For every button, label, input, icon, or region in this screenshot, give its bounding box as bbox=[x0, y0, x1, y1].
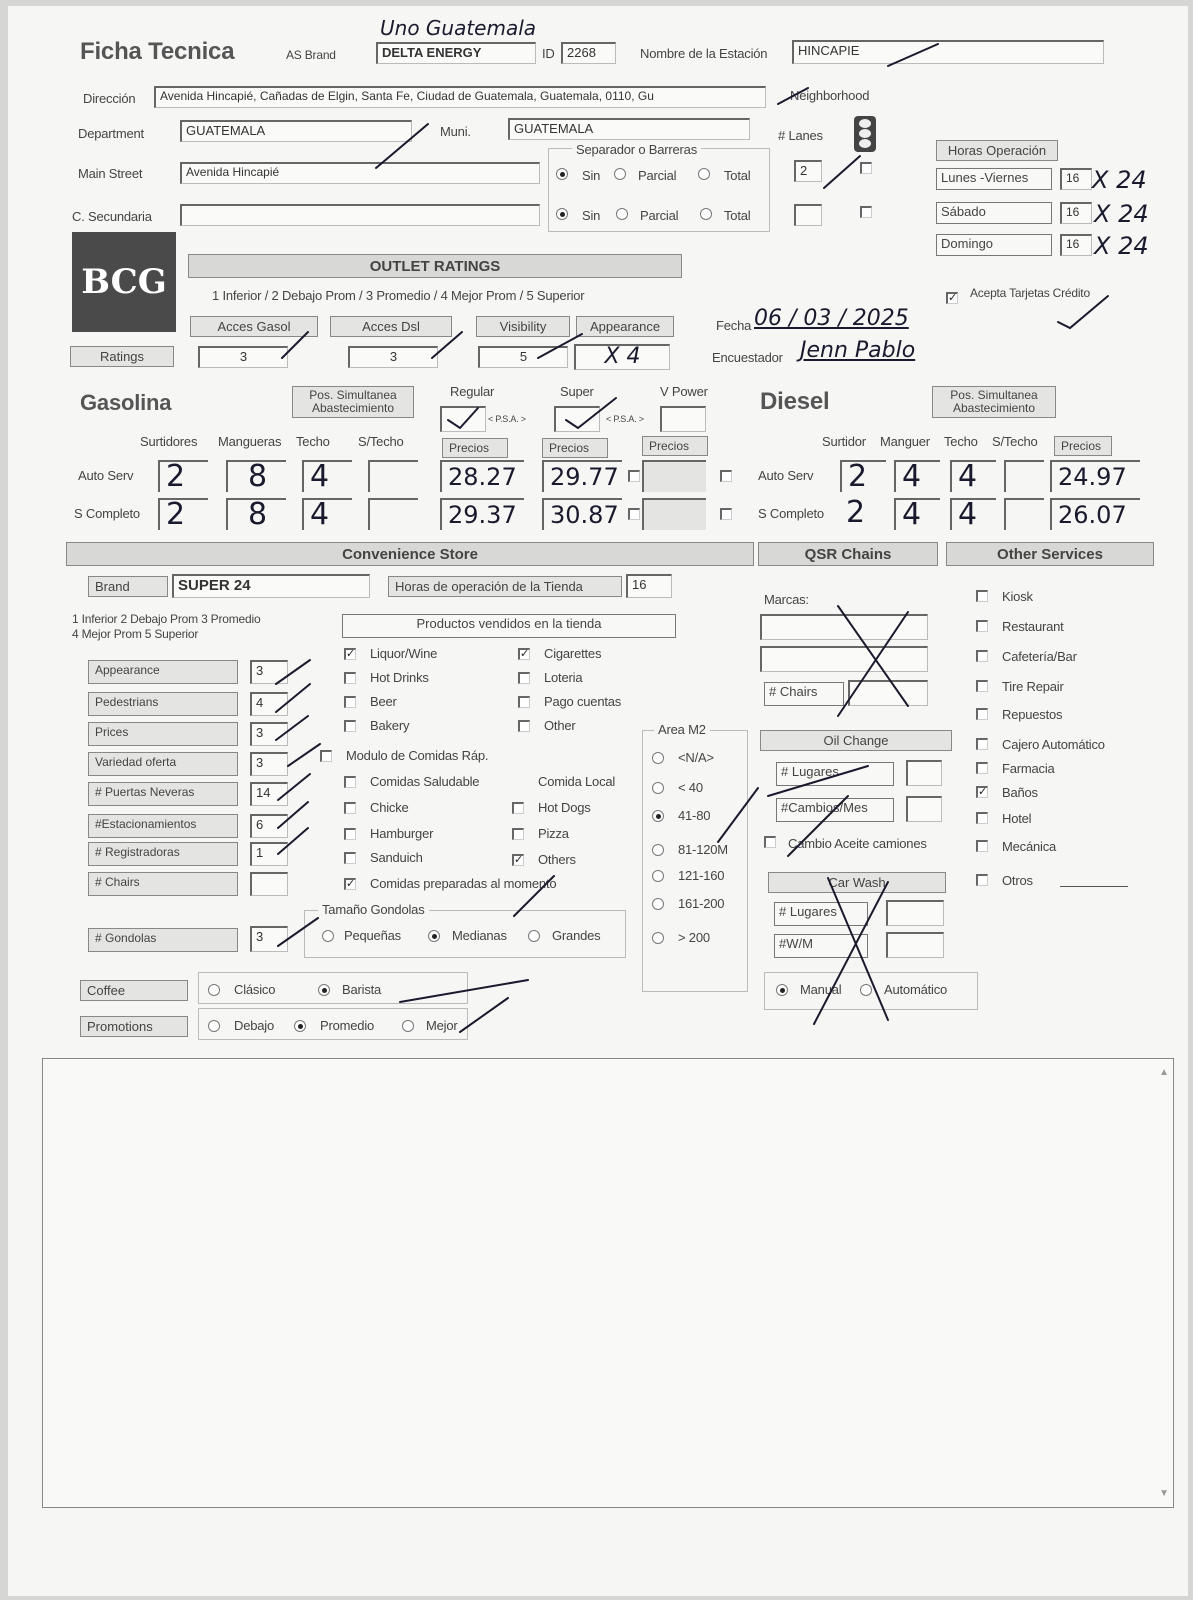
ratings-scale: 1 Inferior / 2 Debajo Prom / 3 Promedio / 4 Mejor Prom / 5 Superior bbox=[212, 288, 585, 303]
fuel-vpower-check[interactable] bbox=[660, 406, 706, 432]
service-checkbox[interactable] bbox=[976, 650, 988, 662]
fecha-label: Fecha bbox=[716, 318, 752, 333]
hours-weekday-field[interactable]: 16 bbox=[1060, 168, 1092, 190]
barrier-sec-sin-radio[interactable] bbox=[556, 208, 568, 220]
area-group bbox=[642, 730, 748, 992]
form-title: Ficha Tecnica bbox=[80, 38, 235, 65]
pen-check bbox=[1058, 296, 1108, 328]
carwash-wm-field[interactable] bbox=[886, 932, 944, 958]
area-title: Area M2 bbox=[654, 722, 710, 737]
diesel-row-label: Auto Serv bbox=[758, 468, 814, 483]
rating-col-appearance: Appearance bbox=[576, 316, 674, 337]
product-bakery-checkbox[interactable] bbox=[344, 720, 356, 732]
barrier-option: Sin bbox=[582, 208, 601, 223]
area-option: 41-80 bbox=[678, 808, 711, 823]
coffee-label: Coffee bbox=[80, 980, 188, 1001]
gas-row-label: S Completo bbox=[74, 506, 140, 521]
service-checkbox[interactable]: ✓ bbox=[978, 786, 988, 798]
diesel-auto-manguer[interactable]: 4 bbox=[894, 460, 940, 492]
oil-trucks-checkbox[interactable] bbox=[764, 836, 776, 848]
gas-precios-3: Precios bbox=[642, 436, 708, 456]
carwash-lugares-label: # Lugares bbox=[774, 902, 868, 926]
hours-saturday-label: Sábado bbox=[936, 202, 1052, 224]
fuel-regular-label: Regular bbox=[450, 384, 495, 399]
diesel-full-manguer[interactable]: 4 bbox=[894, 498, 940, 530]
area-radio[interactable] bbox=[652, 752, 664, 764]
barriers-title: Separador o Barreras bbox=[572, 142, 701, 157]
gondola-large-radio[interactable] bbox=[528, 930, 540, 942]
carwash-auto-label: Automático bbox=[884, 982, 948, 997]
address-label: Dirección bbox=[83, 91, 136, 106]
gondola-size-option: Grandes bbox=[552, 928, 601, 943]
ratings-row-label: Ratings bbox=[70, 346, 174, 367]
qsr-chairs-label: # Chairs bbox=[764, 682, 844, 706]
barrier-option: Total bbox=[724, 208, 751, 223]
traffic-light-icon bbox=[854, 116, 876, 152]
gas-auto-surtidores[interactable]: 2 bbox=[158, 460, 208, 492]
rating-dsl-field[interactable]: 3 bbox=[348, 346, 438, 368]
qsr-title: QSR Chains bbox=[758, 542, 938, 566]
id-label: ID bbox=[542, 46, 555, 61]
product-liquor-checkbox[interactable]: ✓ bbox=[346, 648, 356, 660]
fuel-regular-check[interactable] bbox=[440, 406, 486, 432]
promo-mejor-radio[interactable] bbox=[402, 1020, 414, 1032]
department-field[interactable]: GUATEMALA bbox=[180, 120, 412, 142]
gas-auto-techo[interactable]: 4 bbox=[302, 460, 352, 492]
service-label: Kiosk bbox=[1002, 589, 1033, 604]
psa-label: < P.S.A. > bbox=[606, 414, 644, 424]
product-loteria-checkbox[interactable] bbox=[518, 672, 530, 684]
fecha-value[interactable]: 06 / 03 / 2025 bbox=[754, 306, 909, 331]
store-metric-label: Prices bbox=[88, 722, 238, 746]
gas-col-mangueras: Mangueras bbox=[218, 434, 282, 449]
barrier-main-sin-radio[interactable] bbox=[556, 168, 568, 180]
gondola-small-radio[interactable] bbox=[322, 930, 334, 942]
food-others-checkbox[interactable]: ✓ bbox=[514, 854, 524, 866]
gas-full-check[interactable] bbox=[628, 508, 640, 520]
hours-sunday-label: Domingo bbox=[936, 234, 1052, 256]
diesel-col-techo: Techo bbox=[944, 434, 978, 449]
oil-cambios-label: #Cambios/Mes bbox=[776, 798, 894, 822]
store-metric-value[interactable]: 6 bbox=[250, 814, 288, 838]
area-radio[interactable] bbox=[652, 844, 664, 856]
area-radio[interactable] bbox=[652, 932, 664, 944]
carwash-manual-radio[interactable] bbox=[776, 984, 788, 996]
hours-saturday-hand: X 24 bbox=[1094, 200, 1149, 228]
qsr-brand-field-1[interactable] bbox=[760, 614, 928, 640]
gas-auto-mangueras[interactable]: 8 bbox=[226, 460, 286, 492]
encuestador-label: Encuestador bbox=[712, 350, 783, 365]
hours-title: Horas Operación bbox=[936, 140, 1058, 161]
service-checkbox[interactable] bbox=[976, 708, 988, 720]
promo-option: Debajo bbox=[234, 1018, 274, 1033]
diesel-col-manguer: Manguer bbox=[880, 434, 930, 449]
carwash-auto-radio[interactable] bbox=[860, 984, 872, 996]
store-metric-value[interactable]: 3 bbox=[250, 752, 288, 776]
service-label: Baños bbox=[1002, 785, 1038, 800]
store-metric-label: Pedestrians bbox=[88, 692, 238, 716]
gas-col-surtidores: Surtidores bbox=[140, 434, 198, 449]
food-label: Pizza bbox=[538, 826, 569, 841]
neighborhood-label: Neighborhood bbox=[790, 88, 870, 103]
diesel-auto-surtidor[interactable]: 2 bbox=[840, 460, 886, 492]
area-option: > 200 bbox=[678, 930, 710, 945]
coffee-barista-radio[interactable] bbox=[318, 984, 330, 996]
area-option: <N/A> bbox=[678, 750, 714, 765]
diesel-full-techo[interactable]: 4 bbox=[950, 498, 996, 530]
store-metric-label: # Puertas Neveras bbox=[88, 782, 238, 806]
diesel-col-surtidor: Surtidor bbox=[822, 434, 866, 449]
service-checkbox[interactable] bbox=[976, 680, 988, 692]
gasolina-title: Gasolina bbox=[80, 390, 172, 415]
qsr-marcas-label: Marcas: bbox=[764, 592, 809, 607]
carwash-wm-label: #W/M bbox=[774, 934, 868, 958]
rating-col-dsl: Acces Dsl bbox=[330, 316, 452, 337]
carwash-manual-label: Manual bbox=[800, 982, 842, 997]
service-label: Cajero Automático bbox=[1002, 737, 1105, 752]
carwash-lugares-field[interactable] bbox=[886, 900, 944, 926]
product-pagocuentas-checkbox[interactable] bbox=[518, 696, 530, 708]
store-metric-label: Appearance bbox=[88, 660, 238, 684]
fuel-super-check[interactable] bbox=[554, 406, 600, 432]
gas-col-stecho: S/Techo bbox=[358, 434, 404, 449]
otros-line bbox=[1060, 886, 1128, 887]
lanes-main-field[interactable]: 2 bbox=[794, 160, 822, 182]
coffee-option: Clásico bbox=[234, 982, 276, 997]
as-brand-label: AS Brand bbox=[286, 48, 336, 62]
food-chicke-checkbox[interactable] bbox=[344, 802, 356, 814]
barrier-option: Total bbox=[724, 168, 751, 183]
bcg-logo: BCG bbox=[72, 232, 176, 332]
diesel-col-stecho: S/Techo bbox=[992, 434, 1038, 449]
promotions-label: Promotions bbox=[80, 1016, 188, 1037]
service-checkbox[interactable] bbox=[976, 874, 988, 886]
promo-option: Mejor bbox=[426, 1018, 458, 1033]
product-beer-checkbox[interactable] bbox=[344, 696, 356, 708]
food-module-label: Modulo de Comidas Ráp. bbox=[346, 748, 489, 763]
barrier-main-parcial-radio[interactable] bbox=[614, 168, 626, 180]
service-label: Cafetería/Bar bbox=[1002, 649, 1077, 664]
food-label: Chicke bbox=[370, 800, 409, 815]
gas-auto-check[interactable] bbox=[628, 470, 640, 482]
gondola-size-option: Pequeñas bbox=[344, 928, 401, 943]
gas-auto-check[interactable] bbox=[720, 470, 732, 482]
store-brand-field[interactable]: SUPER 24 bbox=[172, 574, 370, 598]
gondolas-label: # Gondolas bbox=[88, 928, 238, 952]
diesel-auto-stecho[interactable] bbox=[1004, 460, 1044, 492]
store-metric-value[interactable]: 1 bbox=[250, 842, 288, 866]
promo-option: Promedio bbox=[320, 1018, 375, 1033]
barrier-option: Sin bbox=[582, 168, 601, 183]
store-metric-value[interactable]: 3 bbox=[250, 722, 288, 746]
rating-col-gas: Acces Gasol bbox=[190, 316, 318, 337]
gas-full-surtidores[interactable]: 2 bbox=[158, 498, 208, 530]
store-hours-field[interactable]: 16 bbox=[626, 574, 672, 598]
lanes-sec-checkbox[interactable] bbox=[860, 206, 872, 218]
service-checkbox[interactable] bbox=[976, 590, 988, 602]
gas-auto-price-super[interactable]: 29.77 bbox=[542, 460, 622, 492]
area-radio[interactable] bbox=[652, 898, 664, 910]
store-metric-value[interactable] bbox=[250, 872, 288, 896]
fuel-vpower-label: V Power bbox=[660, 384, 708, 399]
id-field[interactable]: 2268 bbox=[561, 42, 616, 64]
diesel-pos-label: Pos. Simultanea Abastecimiento bbox=[932, 386, 1056, 418]
qsr-brand-field-2[interactable] bbox=[760, 646, 928, 672]
store-title: Convenience Store bbox=[66, 542, 754, 566]
area-option: < 40 bbox=[678, 780, 703, 795]
service-label: Otros bbox=[1002, 873, 1033, 888]
coffee-option: Barista bbox=[342, 982, 382, 997]
gas-auto-price-vpower[interactable] bbox=[642, 460, 706, 492]
diesel-precios: Precios bbox=[1054, 436, 1112, 456]
food-hotdogs-checkbox[interactable] bbox=[512, 802, 524, 814]
encuestador-value[interactable]: Jenn Pablo bbox=[800, 338, 916, 363]
product-label: Other bbox=[544, 718, 576, 733]
gas-pos-label: Pos. Simultanea Abastecimiento bbox=[292, 386, 414, 418]
product-label: Liquor/Wine bbox=[370, 646, 438, 661]
food-label: Comida Local bbox=[538, 774, 616, 789]
store-metric-label: # Chairs bbox=[88, 872, 238, 896]
diesel-full-price[interactable]: 26.07 bbox=[1050, 498, 1140, 530]
hours-weekday-label: Lunes -Viernes bbox=[936, 168, 1052, 190]
oil-cambios-field[interactable] bbox=[906, 796, 942, 822]
food-label: Comidas preparadas al momento bbox=[370, 876, 557, 891]
area-radio[interactable] bbox=[652, 870, 664, 882]
hours-saturday-field[interactable]: 16 bbox=[1060, 202, 1092, 224]
promo-promedio-radio[interactable] bbox=[294, 1020, 306, 1032]
diesel-auto-price[interactable]: 24.97 bbox=[1050, 460, 1140, 492]
promo-debajo-radio[interactable] bbox=[208, 1020, 220, 1032]
gas-precios-1: Precios bbox=[442, 438, 508, 458]
service-checkbox[interactable] bbox=[976, 840, 988, 852]
product-hotdrinks-checkbox[interactable] bbox=[344, 672, 356, 684]
food-label: Hamburger bbox=[370, 826, 434, 841]
barrier-sec-parcial-radio[interactable] bbox=[616, 208, 628, 220]
scroll-down-icon[interactable]: ▼ bbox=[1159, 1488, 1169, 1499]
gondola-size-title: Tamaño Gondolas bbox=[318, 902, 429, 917]
service-checkbox[interactable] bbox=[976, 812, 988, 824]
barrier-option: Parcial bbox=[640, 208, 679, 223]
oil-change-title: Oil Change bbox=[760, 730, 952, 751]
store-metric-value[interactable]: 14 bbox=[250, 782, 288, 806]
food-preparadas-checkbox[interactable]: ✓ bbox=[346, 878, 356, 890]
food-sanduich-checkbox[interactable] bbox=[344, 852, 356, 864]
oil-trucks-label: Cambio Aceite camiones bbox=[788, 836, 927, 851]
gondola-size-option: Medianas bbox=[452, 928, 507, 943]
store-metric-value[interactable]: 4 bbox=[250, 692, 288, 716]
muni-label: Muni. bbox=[440, 124, 471, 139]
product-label: Beer bbox=[370, 694, 397, 709]
service-label: Mecánica bbox=[1002, 839, 1057, 854]
rating-visibility-field[interactable]: 5 bbox=[478, 346, 568, 368]
product-cigarettes-checkbox[interactable]: ✓ bbox=[520, 648, 530, 660]
service-label: Repuestos bbox=[1002, 707, 1063, 722]
product-label: Bakery bbox=[370, 718, 410, 733]
diesel-row-label: S Completo bbox=[758, 506, 824, 521]
store-metric-label: #Estacionamientos bbox=[88, 814, 238, 838]
barrier-main-total-radio[interactable] bbox=[698, 168, 710, 180]
gas-full-check[interactable] bbox=[720, 508, 732, 520]
lanes-sec-field[interactable] bbox=[794, 204, 822, 226]
hours-sunday-field[interactable]: 16 bbox=[1060, 234, 1092, 256]
rating-col-visibility: Visibility bbox=[476, 316, 570, 337]
muni-field[interactable]: GUATEMALA bbox=[508, 118, 750, 140]
product-label: Loteria bbox=[544, 670, 583, 685]
scroll-up-icon[interactable]: ▲ bbox=[1159, 1067, 1169, 1078]
product-label: Cigarettes bbox=[544, 646, 602, 661]
product-label: Pago cuentas bbox=[544, 694, 622, 709]
service-label: Restaurant bbox=[1002, 619, 1064, 634]
service-label: Farmacia bbox=[1002, 761, 1055, 776]
food-label: Others bbox=[538, 852, 576, 867]
rating-appearance-field[interactable]: X 4 bbox=[574, 344, 670, 370]
diesel-full-stecho[interactable] bbox=[1004, 498, 1044, 530]
main-street-label: Main Street bbox=[78, 166, 143, 181]
fuel-super-label: Super bbox=[560, 384, 594, 399]
store-metric-label: Variedad oferta bbox=[88, 752, 238, 776]
coffee-clasico-radio[interactable] bbox=[208, 984, 220, 996]
service-checkbox[interactable] bbox=[976, 738, 988, 750]
products-label: Productos vendidos en la tienda bbox=[342, 614, 676, 638]
service-checkbox[interactable] bbox=[976, 620, 988, 632]
gas-precios-2: Precios bbox=[542, 438, 608, 458]
gas-full-stecho[interactable] bbox=[368, 498, 418, 530]
area-option: 81-120M bbox=[678, 842, 728, 857]
food-label: Comidas Saludable bbox=[370, 774, 480, 789]
hours-weekday-hand: X 24 bbox=[1092, 166, 1147, 194]
product-label: Hot Drinks bbox=[370, 670, 429, 685]
gas-auto-price-regular[interactable]: 28.27 bbox=[440, 460, 524, 492]
gas-full-price-super[interactable]: 30.87 bbox=[542, 498, 622, 530]
store-metric-label: # Registradoras bbox=[88, 842, 238, 866]
diesel-title: Diesel bbox=[760, 388, 830, 415]
food-module-checkbox[interactable] bbox=[320, 750, 332, 762]
hours-sunday-hand: X 24 bbox=[1094, 232, 1149, 260]
carwash-title: Car Wash bbox=[768, 872, 946, 893]
lanes-label: # Lanes bbox=[778, 128, 823, 143]
ratings-title: OUTLET RATINGS bbox=[188, 254, 682, 278]
service-label: Tire Repair bbox=[1002, 679, 1064, 694]
address-field[interactable]: Avenida Hincapié, Cañadas de Elgin, Santa Fe, Ciudad de Guatemala, Guatemala, 0110, Gu bbox=[154, 86, 766, 108]
gas-full-techo[interactable]: 4 bbox=[302, 498, 352, 530]
food-label: Hot Dogs bbox=[538, 800, 591, 815]
main-street-field[interactable]: Avenida Hincapié bbox=[180, 162, 540, 184]
lanes-main-checkbox[interactable] bbox=[860, 162, 872, 174]
psa-label: < P.S.A. > bbox=[488, 414, 526, 424]
store-scale: 1 Inferior 2 Debajo Prom 3 Promedio 4 Mejor Prom 5 Superior bbox=[72, 612, 261, 641]
store-hours-label: Horas de operación de la Tienda bbox=[388, 576, 622, 597]
gondolas-value[interactable]: 3 bbox=[250, 926, 288, 952]
comments-box[interactable] bbox=[42, 1058, 1174, 1508]
diesel-full-surtidor[interactable]: 2 bbox=[846, 495, 866, 530]
diesel-auto-techo[interactable]: 4 bbox=[950, 460, 996, 492]
department-label: Department bbox=[78, 126, 144, 141]
gas-col-techo: Techo bbox=[296, 434, 330, 449]
secondary-street-label: C. Secundaria bbox=[72, 209, 152, 224]
store-brand-label: Brand bbox=[88, 576, 168, 597]
card-checkbox[interactable]: ✓ bbox=[948, 292, 958, 304]
gondola-medium-radio[interactable] bbox=[428, 930, 440, 942]
service-checkbox[interactable] bbox=[976, 762, 988, 774]
food-label: Sanduich bbox=[370, 850, 423, 865]
gas-full-price-regular[interactable]: 29.37 bbox=[440, 498, 524, 530]
service-label: Hotel bbox=[1002, 811, 1032, 826]
secondary-street-field[interactable] bbox=[180, 204, 540, 226]
barrier-sec-total-radio[interactable] bbox=[700, 208, 712, 220]
food-pizza-checkbox[interactable] bbox=[512, 828, 524, 840]
area-radio[interactable] bbox=[652, 782, 664, 794]
oil-lugares-field[interactable] bbox=[906, 760, 942, 786]
other-title: Other Services bbox=[946, 542, 1154, 566]
product-other-checkbox[interactable] bbox=[518, 720, 530, 732]
food-hamburger-checkbox[interactable] bbox=[344, 828, 356, 840]
area-option: 161-200 bbox=[678, 896, 725, 911]
gas-full-mangueras[interactable]: 8 bbox=[226, 498, 286, 530]
station-label: Nombre de la Estación bbox=[640, 46, 768, 61]
gas-row-label: Auto Serv bbox=[78, 468, 134, 483]
gas-auto-stecho[interactable] bbox=[368, 460, 418, 492]
brand-field[interactable]: DELTA ENERGY bbox=[376, 42, 536, 64]
handwritten-top: Uno Guatemala bbox=[380, 16, 537, 40]
qsr-chairs-field[interactable] bbox=[848, 680, 928, 706]
card-label: Acepta Tarjetas Crédito bbox=[970, 286, 1090, 300]
gas-full-price-vpower[interactable] bbox=[642, 498, 706, 530]
form-sheet bbox=[8, 6, 1188, 1596]
barrier-option: Parcial bbox=[638, 168, 677, 183]
station-field[interactable]: HINCAPIE bbox=[792, 40, 1104, 64]
oil-lugares-label: # Lugares bbox=[776, 762, 894, 786]
food-saludable-checkbox[interactable] bbox=[344, 776, 356, 788]
store-metric-value[interactable]: 3 bbox=[250, 660, 288, 684]
area-option: 121-160 bbox=[678, 868, 725, 883]
area-radio[interactable] bbox=[652, 810, 664, 822]
rating-gas-field[interactable]: 3 bbox=[198, 346, 288, 368]
